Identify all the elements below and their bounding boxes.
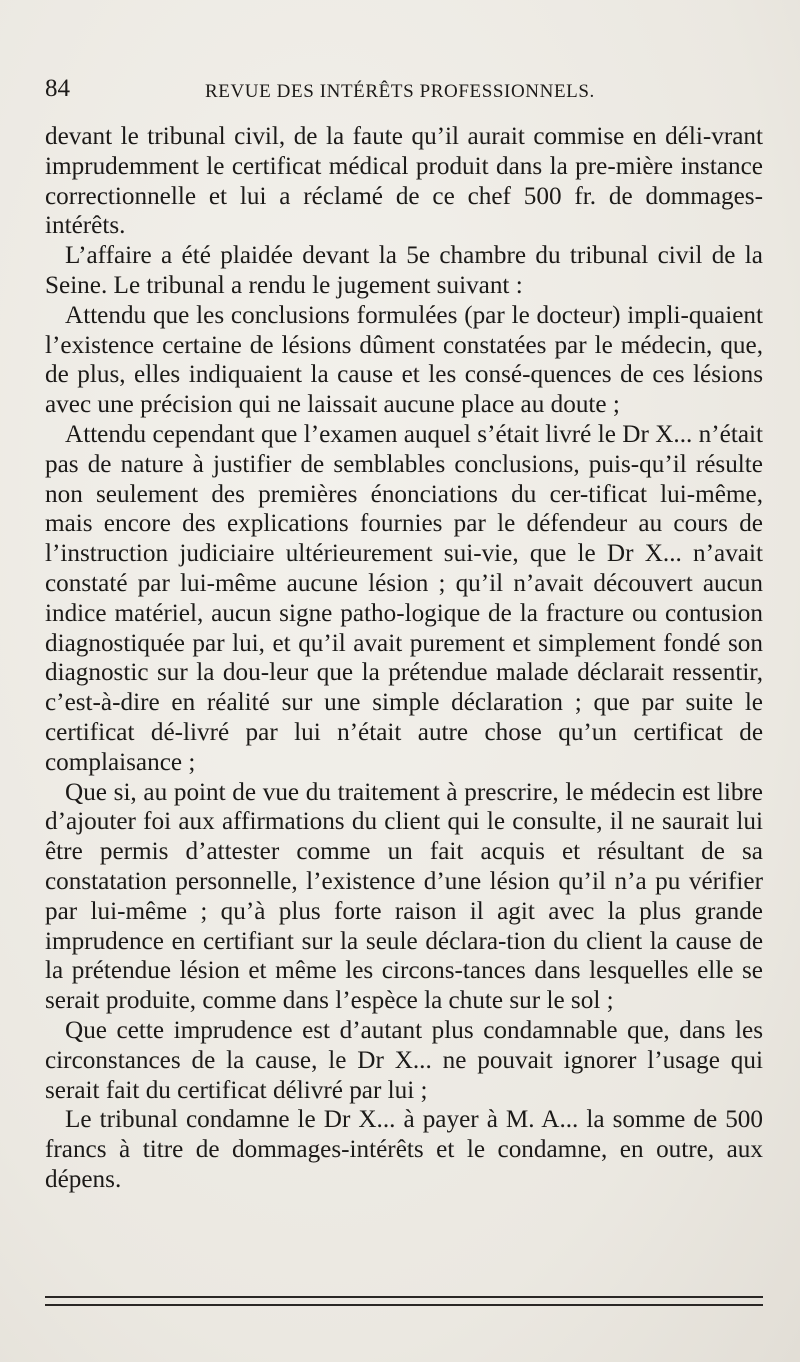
page-header bbox=[45, 73, 635, 113]
paragraph-judgment: Le tribunal condamne le Dr X... à payer à M. A... la somme de 500 francs à titre de dommages-intérêts et le condamne, en outre, aux dépens. bbox=[45, 1106, 763, 1193]
paragraph-attendu-conclusions: Attendu que les conclusions formulées (par le docteur) impli-quaient l’existence certaine de lésions dûment constatées par le médecin, que, de plus, elles indiquaient la cause et les consé-quences de ces lésions avec une précision qui ne laissait aucune place au doute ; bbox=[45, 301, 763, 419]
paragraph-hearing: L’affaire a été plaidée devant la 5e chambre du tribunal civil de la Seine. Le tribunal a rendu le jugement suivant : bbox=[45, 242, 763, 299]
running-title: REVUE DES INTÉRÊTS PROFESSIONNELS. bbox=[205, 81, 595, 102]
paragraph-attendu-examen: Attendu cependant que l’examen auquel s’était livré le Dr X... n’était pas de nature à justifier de semblables conclusions, puis-qu’il résulte non seulement des premières énonciations du cer-tificat lui-même, mais encore des explications fournies par le défendeur au cours de l’instruction judiciaire ultérieurement sui-vie, que le Dr X... n’avait constaté par lui-même aucune lésion ; qu’il n’avait découvert aucun indice matériel, aucun signe patho-logique de la fracture ou contusion diagnostiquée par lui, et qu’il avait purement et simplement fondé son diagnostic sur la dou-leur que la prétendue malade déclarait ressentir, c’est-à-dire en réalité sur une simple déclaration ; que par suite le certificat dé-livré par lui n’était autre chose qu’un certificat de complaisance ; bbox=[45, 420, 763, 776]
body-text bbox=[45, 122, 763, 1195]
paragraph-continued: devant le tribunal civil, de la faute qu’il aurait commise en déli-vrant imprudemment le certificat médical produit dans la pre-mière instance correctionnelle et lui a réclamé de ce chef 500 fr. de dommages-intérêts. bbox=[45, 123, 763, 240]
rule-line-bottom bbox=[45, 1304, 763, 1306]
rule-line-top bbox=[45, 1296, 763, 1298]
paragraph-que-si: Que si, au point de vue du traitement à prescrire, le médecin est libre d’ajouter foi aux affirmations du client qui le consulte, il ne saurait lui être permis d’attester comme un fait acquis et résultant de sa constatation personnelle, l’existence d’une lésion qu’il n’a pu vérifier par lui-même ; qu’à plus forte raison il agit avec la plus grande imprudence en certifiant sur la seule déclara-tion du client la cause de la prétendue lésion et même les circons-tances dans lesquelles elle se serait produite, comme dans l’espèce la chute sur le sol ; bbox=[45, 778, 763, 1015]
bottom-double-rule bbox=[45, 1296, 763, 1308]
paragraph-imprudence: Que cette imprudence est d’autant plus condamnable que, dans les circonstances de la cause, le Dr X... ne pouvait ignorer l’usage qui serait fait du certificat délivré par lui ; bbox=[45, 1016, 763, 1104]
page-number: 84 bbox=[45, 75, 70, 102]
